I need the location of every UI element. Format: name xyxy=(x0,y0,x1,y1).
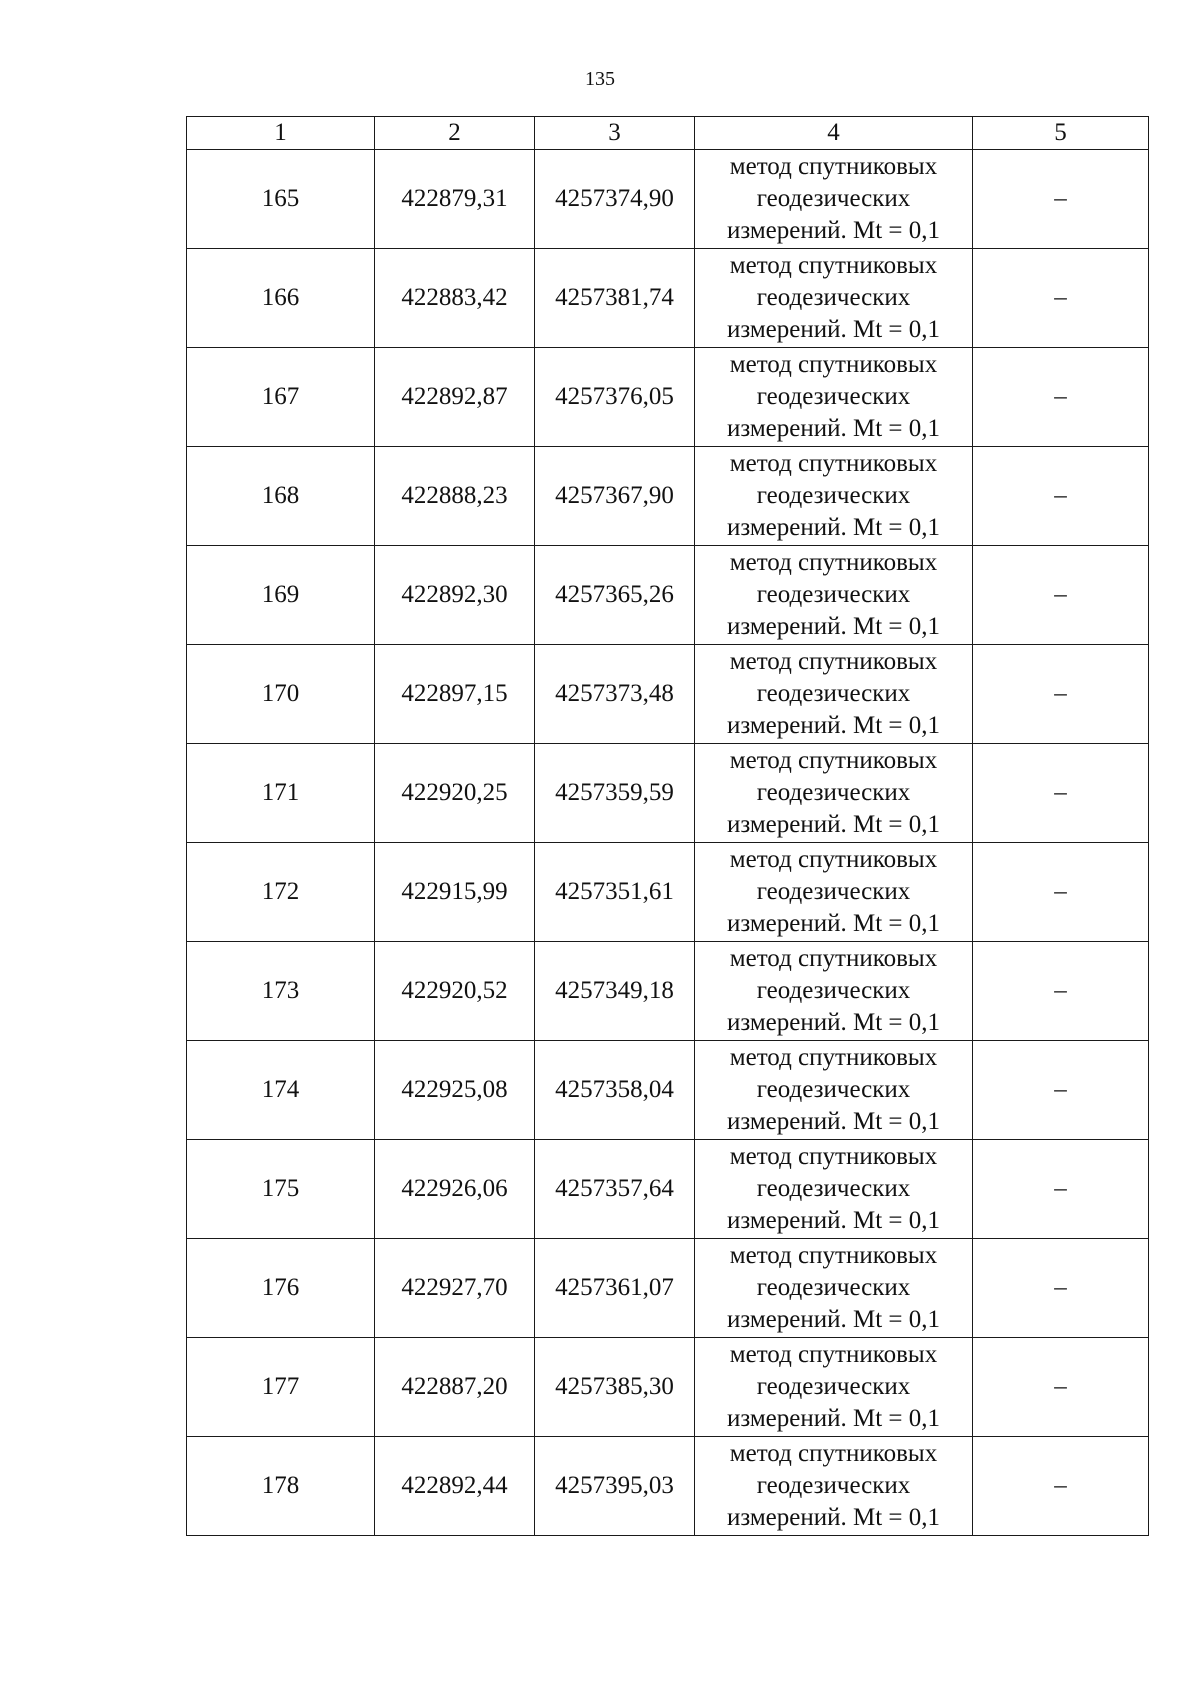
coordinates-table xyxy=(186,116,1149,1536)
method-cell xyxy=(695,843,973,942)
method-cell xyxy=(695,1041,973,1140)
method-line: метод спутниковых xyxy=(729,1143,938,1170)
note-cell: – xyxy=(973,150,1149,249)
method-line: измерений. Mt = 0,1 xyxy=(726,1405,941,1432)
method-line: измерений. Mt = 0,1 xyxy=(726,1504,941,1531)
method-line: метод спутниковых xyxy=(729,846,938,873)
note-cell: – xyxy=(973,1041,1149,1140)
method-cell xyxy=(695,1239,973,1338)
table-row xyxy=(187,942,1149,1041)
page-number: 135 xyxy=(585,68,615,90)
note-cell: – xyxy=(973,1338,1149,1437)
y-coordinate-cell: 4257349,18 xyxy=(535,942,695,1041)
note-cell: – xyxy=(973,1239,1149,1338)
table-header-row xyxy=(187,117,1149,150)
y-coordinate-cell: 4257357,64 xyxy=(535,1140,695,1239)
point-number-cell: 165 xyxy=(187,150,375,249)
note-cell: – xyxy=(973,942,1149,1041)
point-number-cell: 174 xyxy=(187,1041,375,1140)
method-line: геодезических xyxy=(756,284,911,311)
x-coordinate-cell: 422892,87 xyxy=(375,348,535,447)
point-number-cell: 167 xyxy=(187,348,375,447)
method-line: геодезических xyxy=(756,878,911,905)
column-header: 2 xyxy=(375,117,535,150)
table-row xyxy=(187,150,1149,249)
method-line: геодезических xyxy=(756,1175,911,1202)
x-coordinate-cell: 422920,52 xyxy=(375,942,535,1041)
y-coordinate-cell: 4257358,04 xyxy=(535,1041,695,1140)
point-number-cell: 175 xyxy=(187,1140,375,1239)
method-line: измерений. Mt = 0,1 xyxy=(726,613,941,640)
method-cell xyxy=(695,744,973,843)
method-line: измерений. Mt = 0,1 xyxy=(726,514,941,541)
method-line: измерений. Mt = 0,1 xyxy=(726,1207,941,1234)
method-line: геодезических xyxy=(756,185,911,212)
method-line: измерений. Mt = 0,1 xyxy=(726,910,941,937)
method-line: метод спутниковых xyxy=(729,549,938,576)
column-header: 4 xyxy=(695,117,973,150)
method-cell xyxy=(695,447,973,546)
table-row xyxy=(187,1041,1149,1140)
x-coordinate-cell: 422879,31 xyxy=(375,150,535,249)
y-coordinate-cell: 4257385,30 xyxy=(535,1338,695,1437)
note-cell: – xyxy=(973,546,1149,645)
method-line: геодезических xyxy=(756,1076,911,1103)
table-row xyxy=(187,843,1149,942)
y-coordinate-cell: 4257359,59 xyxy=(535,744,695,843)
x-coordinate-cell: 422892,30 xyxy=(375,546,535,645)
method-line: метод спутниковых xyxy=(729,450,938,477)
y-coordinate-cell: 4257351,61 xyxy=(535,843,695,942)
method-line: измерений. Mt = 0,1 xyxy=(726,1108,941,1135)
y-coordinate-cell: 4257373,48 xyxy=(535,645,695,744)
point-number-cell: 170 xyxy=(187,645,375,744)
y-coordinate-cell: 4257365,26 xyxy=(535,546,695,645)
method-line: метод спутниковых xyxy=(729,1242,938,1269)
x-coordinate-cell: 422897,15 xyxy=(375,645,535,744)
method-line: геодезических xyxy=(756,482,911,509)
point-number-cell: 176 xyxy=(187,1239,375,1338)
note-cell: – xyxy=(973,348,1149,447)
method-line: измерений. Mt = 0,1 xyxy=(726,316,941,343)
point-number-cell: 166 xyxy=(187,249,375,348)
point-number-cell: 171 xyxy=(187,744,375,843)
method-cell xyxy=(695,249,973,348)
note-cell: – xyxy=(973,843,1149,942)
method-line: геодезических xyxy=(756,1274,911,1301)
point-number-cell: 168 xyxy=(187,447,375,546)
method-line: метод спутниковых xyxy=(729,945,938,972)
method-line: метод спутниковых xyxy=(729,747,938,774)
point-number-cell: 177 xyxy=(187,1338,375,1437)
method-line: геодезических xyxy=(756,1472,911,1499)
column-header: 3 xyxy=(535,117,695,150)
method-line: геодезических xyxy=(756,581,911,608)
column-header: 1 xyxy=(187,117,375,150)
y-coordinate-cell: 4257395,03 xyxy=(535,1437,695,1536)
y-coordinate-cell: 4257361,07 xyxy=(535,1239,695,1338)
method-cell xyxy=(695,942,973,1041)
note-cell: – xyxy=(973,1437,1149,1536)
method-line: измерений. Mt = 0,1 xyxy=(726,1009,941,1036)
method-line: метод спутниковых xyxy=(729,648,938,675)
table-row xyxy=(187,1437,1149,1536)
table-body xyxy=(187,117,1149,1536)
method-line: метод спутниковых xyxy=(729,351,938,378)
table-row xyxy=(187,546,1149,645)
x-coordinate-cell: 422927,70 xyxy=(375,1239,535,1338)
table-row xyxy=(187,1239,1149,1338)
x-coordinate-cell: 422926,06 xyxy=(375,1140,535,1239)
method-line: метод спутниковых xyxy=(729,1341,938,1368)
method-line: измерений. Mt = 0,1 xyxy=(726,1306,941,1333)
method-line: измерений. Mt = 0,1 xyxy=(726,217,941,244)
note-cell: – xyxy=(973,744,1149,843)
y-coordinate-cell: 4257374,90 xyxy=(535,150,695,249)
note-cell: – xyxy=(973,645,1149,744)
table-row xyxy=(187,447,1149,546)
method-line: геодезических xyxy=(756,680,911,707)
method-line: метод спутниковых xyxy=(729,252,938,279)
method-line: геодезических xyxy=(756,383,911,410)
point-number-cell: 178 xyxy=(187,1437,375,1536)
point-number-cell: 172 xyxy=(187,843,375,942)
method-cell xyxy=(695,348,973,447)
method-line: метод спутниковых xyxy=(729,1440,938,1467)
x-coordinate-cell: 422887,20 xyxy=(375,1338,535,1437)
column-header: 5 xyxy=(973,117,1149,150)
method-cell xyxy=(695,1338,973,1437)
table-row xyxy=(187,348,1149,447)
point-number-cell: 169 xyxy=(187,546,375,645)
method-line: метод спутниковых xyxy=(729,1044,938,1071)
x-coordinate-cell: 422925,08 xyxy=(375,1041,535,1140)
x-coordinate-cell: 422915,99 xyxy=(375,843,535,942)
y-coordinate-cell: 4257376,05 xyxy=(535,348,695,447)
table-row xyxy=(187,744,1149,843)
x-coordinate-cell: 422920,25 xyxy=(375,744,535,843)
method-line: метод спутниковых xyxy=(729,153,938,180)
x-coordinate-cell: 422883,42 xyxy=(375,249,535,348)
method-line: измерений. Mt = 0,1 xyxy=(726,415,941,442)
point-number-cell: 173 xyxy=(187,942,375,1041)
table-row xyxy=(187,645,1149,744)
table-row xyxy=(187,1338,1149,1437)
table-row xyxy=(187,1140,1149,1239)
method-line: геодезических xyxy=(756,977,911,1004)
y-coordinate-cell: 4257381,74 xyxy=(535,249,695,348)
method-cell xyxy=(695,546,973,645)
table-row xyxy=(187,249,1149,348)
method-cell xyxy=(695,1437,973,1536)
note-cell: – xyxy=(973,249,1149,348)
x-coordinate-cell: 422892,44 xyxy=(375,1437,535,1536)
method-line: измерений. Mt = 0,1 xyxy=(726,712,941,739)
note-cell: – xyxy=(973,1140,1149,1239)
method-line: геодезических xyxy=(756,779,911,806)
method-line: геодезических xyxy=(756,1373,911,1400)
method-cell xyxy=(695,1140,973,1239)
method-line: измерений. Mt = 0,1 xyxy=(726,811,941,838)
note-cell: – xyxy=(973,447,1149,546)
method-cell xyxy=(695,150,973,249)
method-cell xyxy=(695,645,973,744)
y-coordinate-cell: 4257367,90 xyxy=(535,447,695,546)
x-coordinate-cell: 422888,23 xyxy=(375,447,535,546)
